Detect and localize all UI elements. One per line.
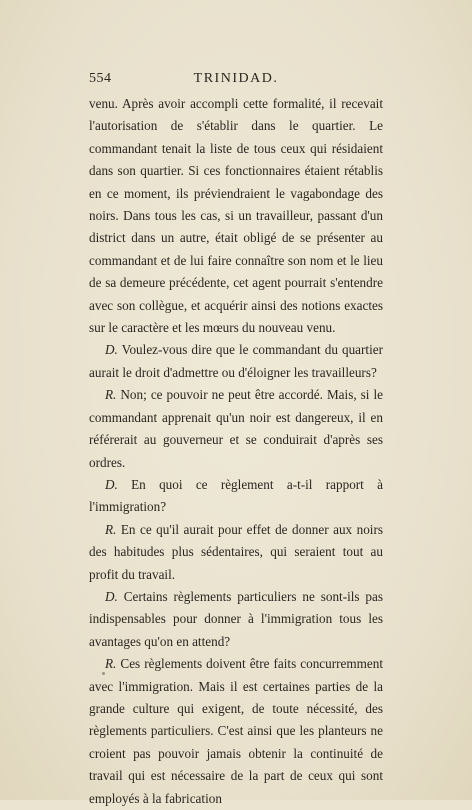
paragraph-text: venu. Après avoir accompli cette formalité, il recevait l'autorisation de s'établir dans le quartier. Le commandant tenait la liste de tous ceux qui résidaient dans son quartier. Si ces fonctionnaires étaient rétablis en ce moment, ils préviendraient le vagabondage des noirs. Dans tous les cas, si un travailleur, passant d'un district dans un autre, était obligé de se présenter au commandant et de lui faire connaître son nom et le lieu de sa demeure précédente, cet agent pourrait s'entendre avec son collègue, et acquérir ainsi des notions exactes sur le caractère et les mœurs du nouveau venu. bbox=[89, 96, 383, 336]
question-paragraph bbox=[89, 339, 383, 384]
paragraph-text: En ce qu'il aurait pour effet de donner aux noirs des habitudes plus sédentaires, qui seraient tout au profit du travail. bbox=[89, 521, 383, 582]
answer-paragraph bbox=[89, 384, 383, 474]
paragraph-continuation bbox=[89, 93, 383, 339]
page-number: 554 bbox=[89, 71, 112, 86]
paragraph-text: Non; ce pouvoir ne peut être accordé. Mais, si le commandant apprenait qu'un noir est dangereux, il en référerait au gouverneur et se conduirait d'après ses ordres. bbox=[89, 387, 384, 470]
answer-paragraph bbox=[89, 519, 383, 586]
paragraph-text: Certains règlements particuliers ne sont-ils pas indispensables pour donner à l'immigration tous les avantages qu'on en attend? bbox=[89, 588, 384, 649]
paragraph-text: Ces règlements doivent être faits concurremment avec l'immigration. Mais il est certaines parties de la grande culture qui exigent, de toute nécessité, des règlements particuliers. C'est ainsi que les planteurs ne croient pas pouvoir jamais obtenir la continuité de travail qui est nécessaire de la part de ceux qui sont employés à la fabrication bbox=[89, 656, 383, 806]
question-paragraph bbox=[89, 474, 383, 519]
paragraph-text: En quoi ce règlement a-t-il rapport à l'immigration? bbox=[89, 476, 383, 515]
speaker-label: D. bbox=[105, 588, 118, 604]
ink-speck bbox=[102, 672, 105, 675]
paragraph-text: Voulez-vous dire que le commandant du quartier aurait le droit d'admettre ou d'éloigner les travailleurs? bbox=[89, 342, 383, 380]
speaker-label: R. bbox=[105, 521, 117, 537]
answer-paragraph bbox=[89, 653, 383, 810]
speaker-label: R. bbox=[105, 387, 117, 403]
running-title: TRINIDAD. bbox=[193, 71, 279, 86]
speaker-label: D. bbox=[105, 476, 118, 492]
page-header bbox=[89, 71, 383, 91]
speaker-label: D. bbox=[105, 342, 118, 358]
question-paragraph bbox=[89, 586, 383, 653]
speaker-label: R. bbox=[105, 656, 117, 672]
body-text bbox=[89, 93, 383, 810]
